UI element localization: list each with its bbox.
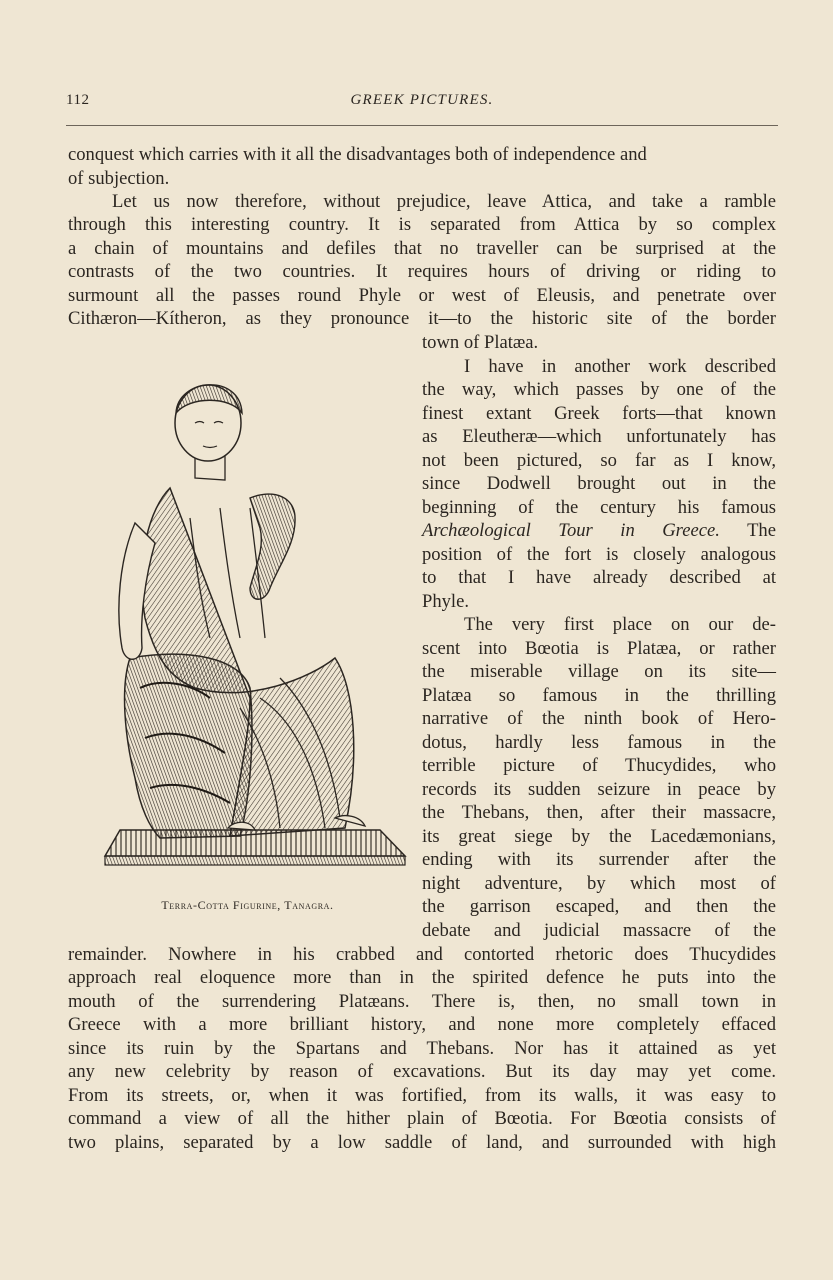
text-line: approach real eloquence more than in the spirited defence he puts into the: [68, 967, 776, 988]
text-line: position of the fort is closely analogous: [422, 544, 776, 565]
text-line: the miserable village on its site—: [422, 661, 776, 682]
figure-caption: Terra-Cotta Figurine, Tanagra.: [161, 898, 334, 912]
text-line: remainder. Nowhere in his crabbed and contorted rhetoric does Thucydides: [68, 944, 776, 965]
text-line: not been pictured, so far as I know,: [422, 450, 776, 471]
text-line: through this interesting country. It is separated from Attica by so complex: [68, 214, 776, 235]
text-line: the way, which passes by one of the: [422, 379, 776, 400]
text-line: Cithæron—Kítheron, as they pronounce it—to the historic site of the border: [68, 308, 776, 329]
text-line: the garrison escaped, and then the: [422, 896, 776, 917]
text-fragment: The: [747, 520, 776, 541]
text-line: finest extant Greek forts—that known: [422, 403, 776, 424]
text-line: mouth of the surrendering Platæans. There is, then, no small town in: [68, 991, 776, 1012]
text-line: night adventure, by which most of: [422, 873, 776, 894]
text-line: Greece with a more brilliant history, and none more completely effaced: [68, 1014, 776, 1035]
text-line: of subjection.: [68, 168, 170, 189]
header-rule: [66, 125, 778, 126]
text-line: to that I have already described at: [422, 567, 776, 588]
text-line: Let us now therefore, without prejudice, leave Attica, and take a ramble: [112, 191, 776, 212]
text-line: The very first place on our de-: [464, 614, 776, 635]
text-line: ending with its surrender after the: [422, 849, 776, 870]
text-line: surmount all the passes round Phyle or west of Eleusis, and penetrate over: [68, 285, 776, 306]
text-line: conquest which carries with it all the disadvantages both of independence and: [68, 144, 647, 165]
page-header: [66, 92, 778, 114]
book-title-italic: Archæological Tour in Greece.: [422, 520, 720, 541]
text-line: Phyle.: [422, 591, 470, 612]
text-line: a chain of mountains and defiles that no traveller can be surprised at the: [68, 238, 776, 259]
text-line: command a view of all the hither plain of Bœotia. For Bœotia consists of: [68, 1108, 776, 1129]
text-line: since its ruin by the Spartans and Thebans. Nor has it attained as yet: [68, 1038, 776, 1059]
engraving-seated-figurine: [100, 358, 410, 873]
running-title: GREEK PICTURES.: [350, 92, 494, 108]
text-line: narrative of the ninth book of Hero-: [422, 708, 776, 729]
text-line: town of Platæa.: [422, 332, 539, 353]
text-line-with-italic-title: [422, 519, 776, 543]
text-line: two plains, separated by a low saddle of land, and surrounded with high: [68, 1132, 776, 1153]
text-line: as Eleutheræ—which unfortunately has: [422, 426, 776, 447]
text-line: the Thebans, then, after their massacre,: [422, 802, 776, 823]
text-line: dotus, hardly less famous in the: [422, 732, 776, 753]
text-line: scent into Bœotia is Platæa, or rather: [422, 638, 776, 659]
text-line: terrible picture of Thucydides, who: [422, 755, 776, 776]
text-line: since Dodwell brought out in the: [422, 473, 776, 494]
text-line: records its sudden seizure in peace by: [422, 779, 776, 800]
text-line: Platæa so famous in the thrilling: [422, 685, 776, 706]
text-line: I have in another work described: [464, 356, 776, 377]
text-line: From its streets, or, when it was fortified, from its walls, it was easy to: [68, 1085, 776, 1106]
text-line: debate and judicial massacre of the: [422, 920, 776, 941]
page-number: 112: [66, 92, 90, 108]
text-line: any new celebrity by reason of excavations. But its day may yet come.: [68, 1061, 776, 1082]
text-line: its great siege by the Lacedæmonians,: [422, 826, 776, 847]
text-line: contrasts of the two countries. It requires hours of driving or riding to: [68, 261, 776, 282]
text-line: beginning of the century his famous: [422, 497, 776, 518]
